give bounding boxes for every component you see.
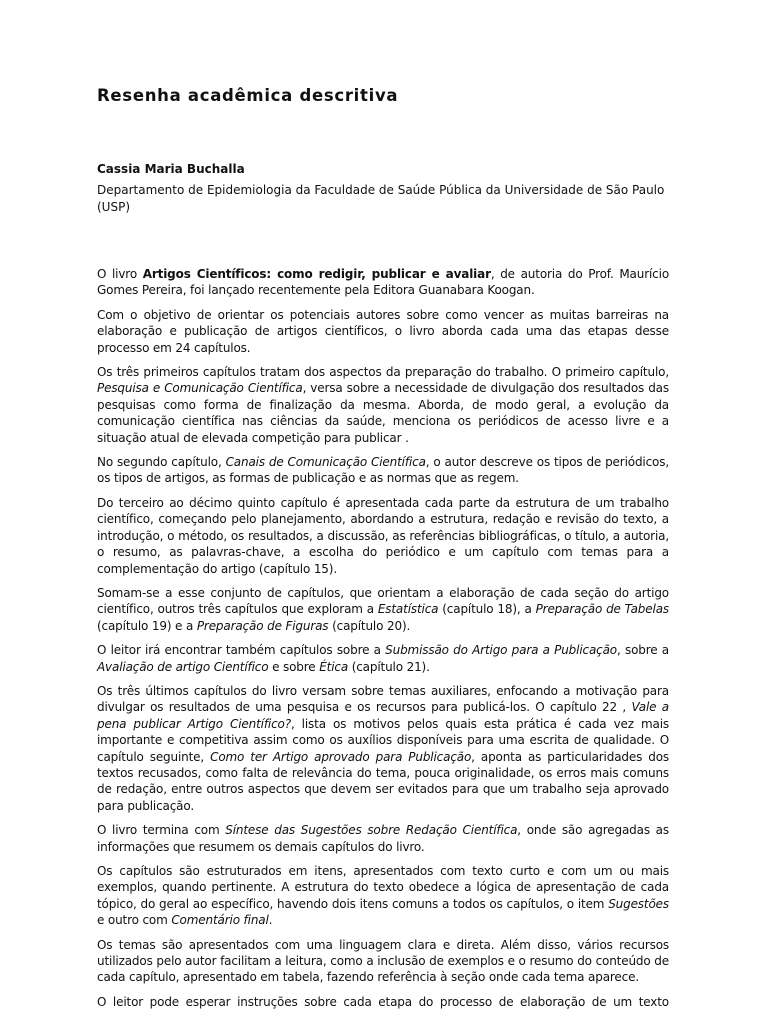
italic-text: Avaliação de artigo Científico bbox=[97, 659, 269, 674]
text-run: , de autoria do Prof. Maurício Gomes Pereira, foi lançado recentemente pela Editora Guanabara Koogan. bbox=[97, 267, 670, 298]
text-run: Com o objetivo de orientar os potenciais autores sobre como vencer as muitas barreiras na elaboração e publicação de artigos científicos, o livro aborda cada uma das etapas desse processo em 24 capítulos. bbox=[97, 307, 669, 355]
body-paragraph bbox=[97, 495, 669, 577]
body-paragraph bbox=[97, 454, 669, 487]
text-run: , onde são agregadas as informações que resumem os demais capítulos do livro. bbox=[97, 823, 669, 854]
bold-text: Artigos Científicos: como redigir, publicar e avaliar bbox=[142, 267, 491, 281]
text-run: O livro termina com bbox=[97, 823, 226, 838]
italic-text: Preparação de Tabelas bbox=[535, 602, 669, 617]
text-run: Do terceiro ao décimo quinto capítulo é apresentada cada parte da estrutura de um trabalho científico, começando pelo planejamento, abordando a estrutura, redação e revisão do texto, a introdução, o método, os resultados, a discussão, as referências bibliográficas, o título, a autoria, o resumo, as palavras-chave, a escolha do periódico e um capítulo com temas para a complementação do artigo (capítulo 15). bbox=[97, 495, 669, 576]
body-paragraph bbox=[97, 642, 669, 675]
text-run: (capítulo 21). bbox=[348, 659, 430, 674]
text-run: Os três primeiros capítulos tratam dos aspectos da preparação do trabalho. O primeiro capítulo, bbox=[97, 365, 669, 380]
text-run: Os temas são apresentados com uma linguagem clara e direta. Além disso, vários recursos utilizados pelo autor facilitam a leitura, como a inclusão de exemplos e o resumo do conteúdo de cada capítulo, apresentado em tabela, fazendo referência à seção onde cada tema aparece. bbox=[97, 937, 669, 985]
text-run: (capítulo 18), a bbox=[438, 602, 536, 617]
body-paragraph bbox=[97, 266, 669, 299]
text-run: , versa sobre a necessidade de divulgação dos resultados das pesquisas como forma de finalização da mesma. Aborda, de modo geral, a evolução da comunicação científica nas ciências da saúde, menciona os periódicos de acesso livre e a situação atual de elevada competição para publicar . bbox=[97, 381, 669, 445]
text-run: Somam-se a esse conjunto de capítulos, que orientam a elaboração de cada seção do artigo científico, outros três capítulos que exploram a bbox=[97, 585, 669, 617]
italic-text: Estatística bbox=[377, 602, 439, 617]
italic-text: Canais de Comunicação Científica bbox=[225, 455, 426, 470]
text-run: . bbox=[268, 913, 273, 928]
text-run: , aponta as particularidades dos textos recusados, como falta de relevância do tema, pouca originalidade, os erros mais comuns de redação, entre outros aspectos que devem ser evitados para que um trabalho seja aprovado para publicação. bbox=[97, 749, 669, 813]
document-title: Resenha acadêmica descritiva bbox=[97, 86, 399, 105]
body-paragraph bbox=[97, 585, 669, 634]
body-paragraph bbox=[97, 863, 669, 929]
text-run: O leitor pode esperar instruções sobre cada etapa do processo de elaboração de um texto bbox=[97, 994, 669, 1009]
body-paragraph bbox=[97, 994, 669, 1010]
document-body bbox=[97, 266, 669, 1018]
italic-text: Submissão do Artigo para a Publicação bbox=[385, 643, 618, 658]
author-name: Cassia Maria Buchalla bbox=[97, 162, 245, 176]
text-run: No segundo capítulo, bbox=[97, 455, 226, 470]
text-run: (capítulo 19) e a bbox=[97, 618, 197, 633]
text-run: Os capítulos são estruturados em itens, apresentados com texto curto e com um ou mais exemplos, quando pertinente. A estrutura do texto obedece a lógica de apresentação de cada tópico, do geral ao específico, havendo dois itens comuns a todos os capítulos, o item bbox=[97, 864, 669, 911]
italic-text: Comentário final bbox=[171, 913, 269, 928]
body-paragraph bbox=[97, 364, 669, 446]
italic-text: Síntese das Sugestões sobre Redação Científica bbox=[225, 823, 518, 838]
text-run: , sobre a bbox=[617, 643, 669, 658]
text-run: O leitor irá encontrar também capítulos sobre a bbox=[97, 643, 386, 658]
body-paragraph bbox=[97, 307, 669, 356]
text-run: , lista os motivos pelos quais esta prática é cada vez mais importante e competitiva assim como os auxílios disponíveis para uma escrita de qualidade. O capítulo seguinte, bbox=[97, 716, 670, 764]
italic-text: Sugestões bbox=[608, 896, 669, 911]
body-paragraph bbox=[97, 683, 669, 814]
author-affiliation: Departamento de Epidemiologia da Faculdade de Saúde Pública da Universidade de São Paulo (USP) bbox=[97, 183, 665, 214]
italic-text: Pesquisa e Comunicação Científica bbox=[97, 381, 303, 396]
text-run: e sobre bbox=[268, 659, 320, 674]
body-paragraph bbox=[97, 822, 669, 855]
text-run: e outro com bbox=[97, 913, 172, 928]
text-run: Os três últimos capítulos do livro versam sobre temas auxiliares, enfocando a motivação para divulgar os resultados de uma pesquisa e os recursos para publicá-los. O capítulo 22 , bbox=[97, 683, 669, 715]
body-paragraph bbox=[97, 937, 669, 986]
italic-text: Vale a pena publicar Artigo Científico? bbox=[97, 700, 669, 731]
italic-text: Preparação de Figuras bbox=[196, 618, 329, 633]
text-run: O livro bbox=[97, 267, 143, 281]
text-run: (capítulo 20). bbox=[328, 618, 411, 633]
italic-text: Como ter Artigo aprovado para Publicação bbox=[210, 749, 472, 764]
text-run: , o autor descreve os tipos de periódicos, os tipos de artigos, as formas de publicação e as normas que as regem. bbox=[97, 455, 670, 486]
italic-text: Ética bbox=[319, 659, 349, 674]
